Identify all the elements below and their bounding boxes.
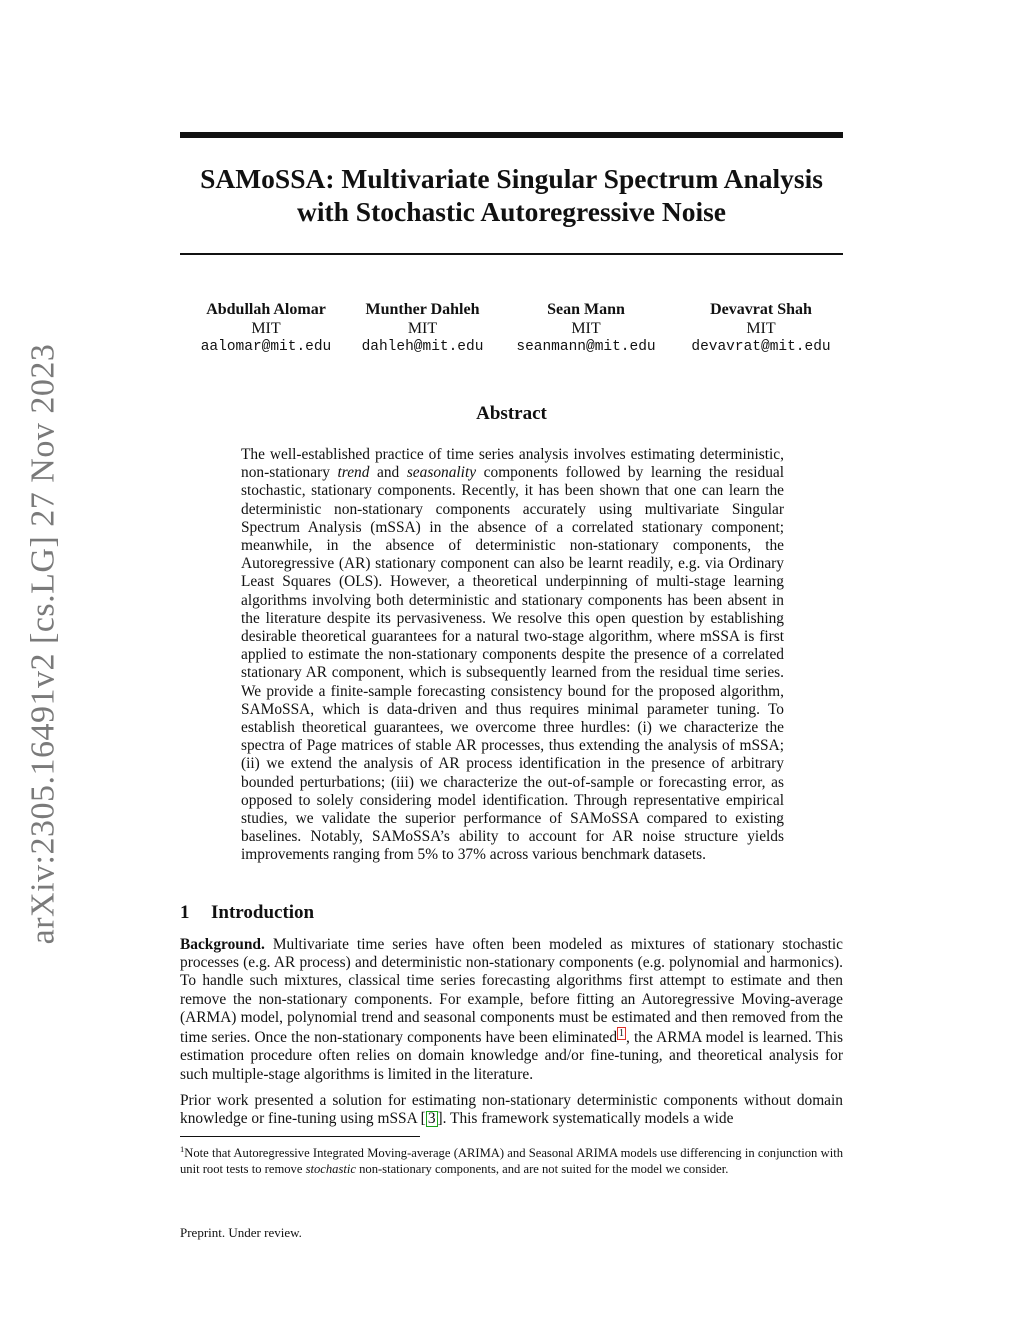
paragraph-text: Multivariate time series have often been modeled as mixtures of stationary stochastic processes (e.g. AR process) and deterministic non-stationary components (e.g. polynomial and harmonics). To handle such mixtures, classical time series forecasting algorithms first attempt to estimate and then remove the non-stationary components. For example, before fitting an Autoregressive Moving-average (ARMA) model, polynomial trend and seasonal components must be estimated and then removed from the time series. Once the non-stationary components have been eliminated: [180, 936, 843, 1047]
section-heading-introduction: [180, 902, 314, 924]
title-top-rule: [180, 132, 843, 138]
author-affiliation: MIT: [251, 320, 281, 337]
abstract-emphasis-trend: trend: [337, 464, 370, 482]
abstract-heading: Abstract: [476, 403, 547, 424]
author-email[interactable]: dahleh@mit.edu: [361, 339, 484, 355]
author-email[interactable]: seanmann@mit.edu: [516, 339, 656, 355]
abstract-text: The well-established practice of time series analysis involves estimating deterministic, non-stationary: [241, 446, 784, 482]
author-block: [180, 300, 843, 357]
paper-title: [180, 162, 843, 228]
abstract-text: components followed by learning the residual stochastic, stationary components. Recently, it has been shown that one can learn the deterministic non-stationary components accurately using multivariate Singular Spectrum Analysis (mSSA) in the absence of a correlated stationary component; meanwhile, in the absence of deterministic non-stationary components, the Autoregressive (AR) stationary component can also be learnt readily, e.g. via Ordinary Least Squares (OLS). However, a theoretical underpinning of multi-stage learning algorithms involving both deterministic and stationary components has been absent in the literature despite its pervasiveness. We resolve this open question by establishing desirable theoretical guarantees for a natural two-stage algorithm, where mSSA is first applied to estimate the non-stationary components despite the presence of a correlated stationary AR component, which is subsequently learned from the residual time series. We provide a finite-sample forecasting consistency bound for the proposed algorithm, SAMoSSA, which is data-driven and thus requires minimal parameter tuning. To establish theoretical guarantees, we overcome three hurdles: (i) we characterize the spectra of Page matrices of stable AR processes, thus extending the analysis of mSSA; (ii) we extend the analysis of AR process identification in the presence of arbitrary bounded perturbations; (iii) we characterize the out-of-sample or forecasting error, as opposed to solely considering model identification. Through representative empirical studies, we validate the superior performance of SAMoSSA compared to existing baselines. Notably, SAMoSSA’s ability to account for AR noise structure yields improvements ranging from 5% to 37% across various benchmark datasets.: [241, 464, 785, 864]
author-name: Devavrat Shah: [710, 301, 812, 318]
author-email[interactable]: aalomar@mit.edu: [200, 339, 332, 355]
footnote-rule: [180, 1136, 420, 1137]
paragraph-text: Prior work presented a solution for estimating non-stationary deterministic components without domain knowledge or fine-tuning using mSSA [: [180, 1092, 843, 1128]
paragraph-run-in-heading: Background.: [180, 936, 265, 953]
author-name: Abdullah Alomar: [206, 301, 326, 318]
title-bottom-rule: [180, 253, 843, 255]
author-1: [180, 300, 352, 357]
author-2: [352, 300, 493, 357]
arxiv-identifier-stamp: [22, 345, 64, 943]
preprint-note: Preprint. Under review.: [180, 1225, 302, 1240]
arxiv-identifier-text: arXiv:2305.16491v2 [cs.LG] 27 Nov 2023: [24, 343, 62, 945]
author-4: [679, 300, 843, 357]
author-affiliation: MIT: [571, 320, 601, 337]
author-3: [493, 300, 679, 357]
footnote-text: non-stationary components, and are not suited for the model we consider.: [355, 1162, 729, 1177]
section-title: Introduction: [211, 902, 315, 923]
footnote: [180, 1141, 843, 1177]
footnote-emphasis: stochastic: [305, 1162, 356, 1177]
paragraph-text: , the ARMA model is learned. This estimation procedure often relies on domain knowledge and/or fine-tuning, and theoretical analysis for such multiple-stage algorithms is limited in the literature.: [180, 1029, 843, 1083]
footnote-mark: 1: [180, 1144, 185, 1154]
abstract-body: [241, 446, 784, 865]
title-line-1: SAMoSSA: Multivariate Singular Spectrum Analysis: [200, 163, 823, 194]
footnote-text: Note that Autoregressive Integrated Moving-average (ARIMA) and Seasonal ARIMA models use differencing in conjunction with unit root tests to remove: [180, 1146, 843, 1177]
title-line-2: with Stochastic Autoregressive Noise: [296, 196, 727, 227]
paragraph-text: ]. This framework systematically models a wide: [437, 1110, 734, 1128]
author-email[interactable]: devavrat@mit.edu: [691, 339, 831, 355]
abstract-text: and: [369, 464, 407, 482]
author-affiliation: MIT: [746, 320, 776, 337]
footnote-link[interactable]: 1: [619, 1028, 625, 1040]
intro-paragraph-background: [180, 936, 843, 1084]
section-number: 1: [180, 902, 190, 923]
citation-link[interactable]: 3: [427, 1110, 436, 1128]
intro-paragraph-prior-work: [180, 1092, 843, 1128]
author-name: Munther Dahleh: [365, 301, 480, 318]
author-affiliation: MIT: [407, 320, 438, 337]
abstract-emphasis-seasonality: seasonality: [406, 464, 477, 482]
author-name: Sean Mann: [547, 301, 625, 318]
